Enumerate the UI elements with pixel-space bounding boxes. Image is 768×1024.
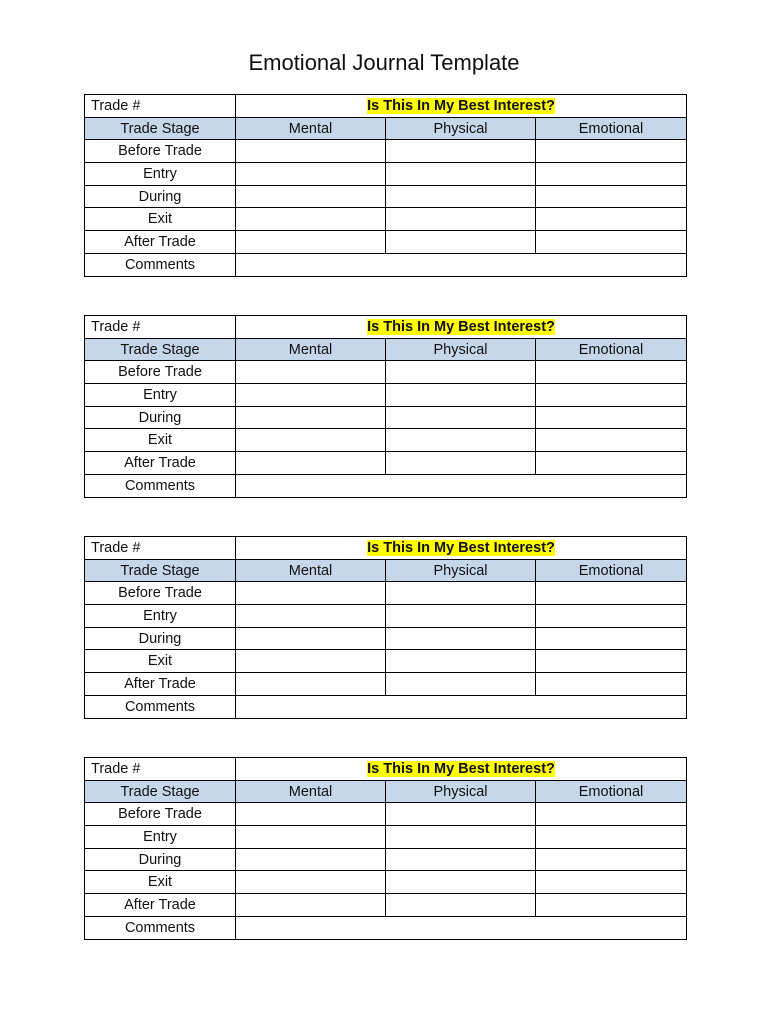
mental-cell[interactable] (236, 185, 386, 208)
emotional-cell[interactable] (536, 361, 687, 384)
emotional-cell[interactable] (536, 826, 687, 849)
emotional-cell[interactable] (536, 627, 687, 650)
physical-cell[interactable] (386, 650, 536, 673)
best-interest-question (236, 316, 687, 339)
stage-label: After Trade (85, 894, 236, 917)
stage-label: Exit (85, 429, 236, 452)
stage-label: Exit (85, 208, 236, 231)
comments-row (85, 474, 687, 497)
best-interest-question (236, 95, 687, 118)
stage-row (85, 582, 687, 605)
header-emotional: Emotional (536, 117, 687, 140)
physical-cell[interactable] (386, 627, 536, 650)
emotional-cell[interactable] (536, 406, 687, 429)
header-physical: Physical (386, 338, 536, 361)
header-emotional: Emotional (536, 338, 687, 361)
header-row (85, 559, 687, 582)
stage-row (85, 384, 687, 407)
stage-label: Entry (85, 384, 236, 407)
physical-cell[interactable] (386, 231, 536, 254)
stage-label: Before Trade (85, 361, 236, 384)
physical-cell[interactable] (386, 582, 536, 605)
mental-cell[interactable] (236, 848, 386, 871)
physical-cell[interactable] (386, 826, 536, 849)
mental-cell[interactable] (236, 140, 386, 163)
question-highlight: Is This In My Best Interest? (367, 539, 555, 556)
stage-label: Exit (85, 871, 236, 894)
stage-row (85, 361, 687, 384)
header-mental: Mental (236, 559, 386, 582)
comments-row (85, 916, 687, 939)
emotional-cell[interactable] (536, 894, 687, 917)
comments-label: Comments (85, 474, 236, 497)
mental-cell[interactable] (236, 406, 386, 429)
physical-cell[interactable] (386, 361, 536, 384)
stage-row (85, 627, 687, 650)
mental-cell[interactable] (236, 826, 386, 849)
header-physical: Physical (386, 117, 536, 140)
emotional-cell[interactable] (536, 185, 687, 208)
emotional-cell[interactable] (536, 803, 687, 826)
mental-cell[interactable] (236, 650, 386, 673)
header-physical: Physical (386, 559, 536, 582)
stage-label: During (85, 627, 236, 650)
stage-row (85, 826, 687, 849)
mental-cell[interactable] (236, 163, 386, 186)
trade-number-row (85, 537, 687, 560)
emotional-cell[interactable] (536, 140, 687, 163)
mental-cell[interactable] (236, 384, 386, 407)
question-highlight: Is This In My Best Interest? (367, 97, 555, 114)
stage-label: After Trade (85, 452, 236, 475)
trade-journal-table (84, 536, 687, 719)
stage-row (85, 650, 687, 673)
emotional-cell[interactable] (536, 231, 687, 254)
physical-cell[interactable] (386, 803, 536, 826)
stage-row (85, 163, 687, 186)
header-emotional: Emotional (536, 780, 687, 803)
stage-label: During (85, 848, 236, 871)
best-interest-question (236, 758, 687, 781)
header-row (85, 117, 687, 140)
mental-cell[interactable] (236, 894, 386, 917)
mental-cell[interactable] (236, 803, 386, 826)
emotional-cell[interactable] (536, 384, 687, 407)
stage-label: During (85, 406, 236, 429)
emotional-cell[interactable] (536, 429, 687, 452)
best-interest-question (236, 537, 687, 560)
trade-journal-table (84, 315, 687, 498)
mental-cell[interactable] (236, 429, 386, 452)
stage-row (85, 871, 687, 894)
physical-cell[interactable] (386, 208, 536, 231)
trade-number-label: Trade # (85, 537, 236, 560)
stage-row (85, 673, 687, 696)
emotional-cell[interactable] (536, 163, 687, 186)
mental-cell[interactable] (236, 627, 386, 650)
comments-cell[interactable] (236, 695, 687, 718)
stage-label: Before Trade (85, 803, 236, 826)
comments-label: Comments (85, 253, 236, 276)
physical-cell[interactable] (386, 452, 536, 475)
stage-row (85, 605, 687, 628)
stage-row (85, 140, 687, 163)
trade-number-row (85, 316, 687, 339)
stage-label: After Trade (85, 231, 236, 254)
physical-cell[interactable] (386, 673, 536, 696)
emotional-cell[interactable] (536, 582, 687, 605)
physical-cell[interactable] (386, 605, 536, 628)
comments-row (85, 253, 687, 276)
physical-cell[interactable] (386, 185, 536, 208)
emotional-cell[interactable] (536, 673, 687, 696)
emotional-cell[interactable] (536, 650, 687, 673)
stage-row (85, 894, 687, 917)
trade-journal-table (84, 94, 687, 277)
mental-cell[interactable] (236, 871, 386, 894)
mental-cell[interactable] (236, 605, 386, 628)
header-row (85, 338, 687, 361)
stage-row (85, 231, 687, 254)
stage-label: After Trade (85, 673, 236, 696)
emotional-cell[interactable] (536, 605, 687, 628)
trade-number-label: Trade # (85, 316, 236, 339)
physical-cell[interactable] (386, 140, 536, 163)
stage-row (85, 452, 687, 475)
stage-label: Exit (85, 650, 236, 673)
comments-label: Comments (85, 916, 236, 939)
trade-number-row (85, 758, 687, 781)
header-mental: Mental (236, 338, 386, 361)
mental-cell[interactable] (236, 361, 386, 384)
comments-cell[interactable] (236, 916, 687, 939)
trade-number-label: Trade # (85, 95, 236, 118)
header-trade-stage: Trade Stage (85, 117, 236, 140)
stage-row (85, 406, 687, 429)
mental-cell[interactable] (236, 673, 386, 696)
comments-cell[interactable] (236, 474, 687, 497)
emotional-cell[interactable] (536, 871, 687, 894)
stage-label: During (85, 185, 236, 208)
stage-label: Before Trade (85, 582, 236, 605)
physical-cell[interactable] (386, 406, 536, 429)
physical-cell[interactable] (386, 894, 536, 917)
mental-cell[interactable] (236, 582, 386, 605)
header-trade-stage: Trade Stage (85, 338, 236, 361)
emotional-cell[interactable] (536, 208, 687, 231)
header-emotional: Emotional (536, 559, 687, 582)
physical-cell[interactable] (386, 384, 536, 407)
header-mental: Mental (236, 780, 386, 803)
mental-cell[interactable] (236, 452, 386, 475)
question-highlight: Is This In My Best Interest? (367, 318, 555, 335)
mental-cell[interactable] (236, 208, 386, 231)
header-mental: Mental (236, 117, 386, 140)
stage-label: Before Trade (85, 140, 236, 163)
physical-cell[interactable] (386, 163, 536, 186)
comments-cell[interactable] (236, 253, 687, 276)
physical-cell[interactable] (386, 848, 536, 871)
comments-row (85, 695, 687, 718)
header-physical: Physical (386, 780, 536, 803)
emotional-cell[interactable] (536, 848, 687, 871)
page-title: Emotional Journal Template (248, 50, 520, 75)
trade-number-label: Trade # (85, 758, 236, 781)
physical-cell[interactable] (386, 429, 536, 452)
stage-label: Entry (85, 605, 236, 628)
stage-row (85, 803, 687, 826)
mental-cell[interactable] (236, 231, 386, 254)
physical-cell[interactable] (386, 871, 536, 894)
trade-number-row (85, 95, 687, 118)
stage-row (85, 185, 687, 208)
comments-label: Comments (85, 695, 236, 718)
header-trade-stage: Trade Stage (85, 780, 236, 803)
trade-journal-table (84, 757, 687, 940)
stage-row (85, 208, 687, 231)
stage-row (85, 429, 687, 452)
stage-label: Entry (85, 826, 236, 849)
header-row (85, 780, 687, 803)
header-trade-stage: Trade Stage (85, 559, 236, 582)
stage-label: Entry (85, 163, 236, 186)
stage-row (85, 848, 687, 871)
emotional-cell[interactable] (536, 452, 687, 475)
question-highlight: Is This In My Best Interest? (367, 760, 555, 777)
